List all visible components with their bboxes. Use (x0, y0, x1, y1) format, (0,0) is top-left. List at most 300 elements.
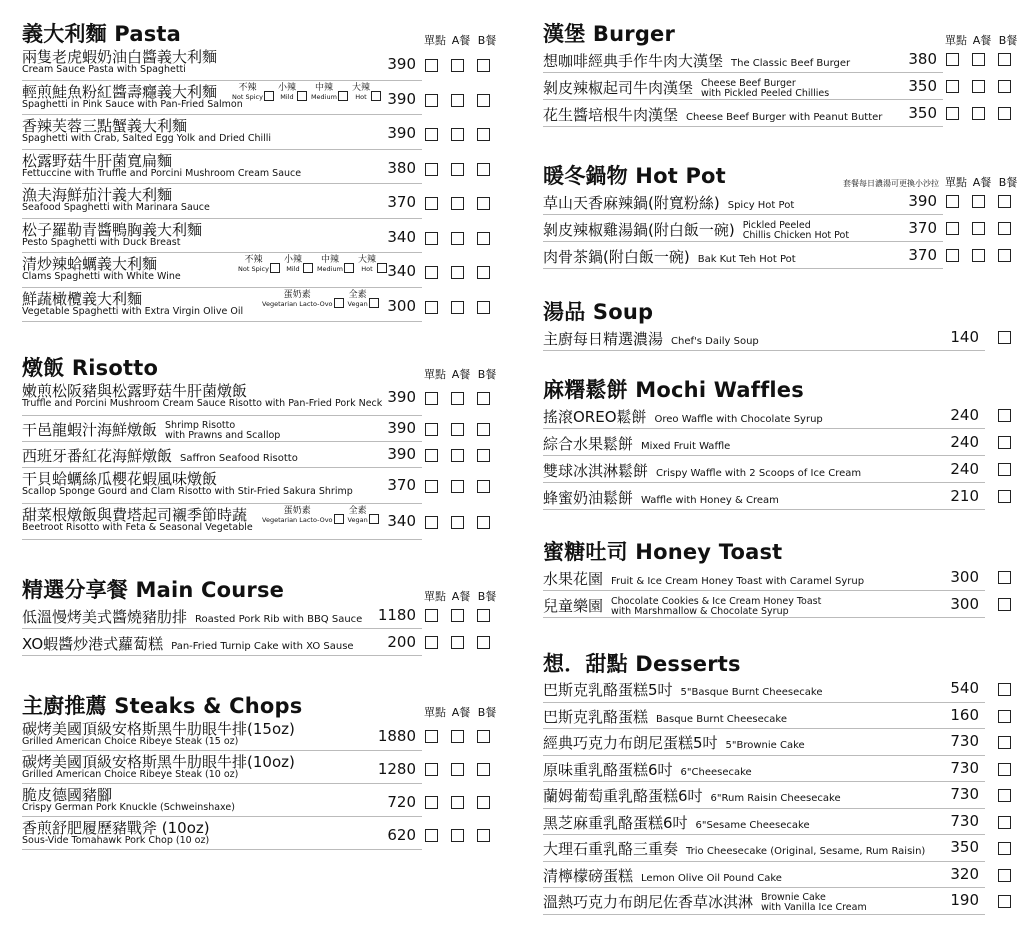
checkbox-a-set[interactable] (972, 249, 985, 262)
checkbox-single[interactable] (425, 449, 438, 462)
checkbox-single[interactable] (425, 197, 438, 210)
column-headers (422, 704, 500, 720)
checkbox[interactable] (369, 298, 379, 308)
spice-mild[interactable] (278, 83, 307, 101)
menu-item (22, 468, 422, 504)
checkbox[interactable] (371, 91, 381, 101)
spice-not-spicy-label: 不辣 (238, 82, 257, 93)
menu-item (543, 429, 985, 456)
section-header (22, 352, 500, 380)
checkbox-a-set[interactable] (451, 59, 464, 72)
item-price: 210 (950, 487, 979, 505)
item-name-en: Pan-Fried Turnip Cake with XO Sause (171, 641, 354, 652)
checkbox-a-set[interactable] (451, 449, 464, 462)
item-price: 390 (387, 124, 416, 142)
item-name-en: The Classic Beef Burger (731, 58, 851, 69)
checkbox-single[interactable] (425, 266, 438, 279)
item-name-zh: 黑芝麻重乳酪蛋糕6吋 6"Sesame Cheesecake (543, 813, 810, 832)
menu-item (543, 862, 985, 889)
item-name-en: Sous-Vide Tomahawk Pork Chop (10 oz) (22, 835, 210, 846)
item-list (22, 46, 500, 322)
section-header (22, 690, 500, 718)
col-header-b: B餐 (477, 368, 497, 381)
item-list (22, 718, 500, 850)
veg-lacto-ovo[interactable] (262, 290, 344, 308)
checkbox-b-set[interactable] (477, 232, 490, 245)
checkbox[interactable] (297, 91, 307, 101)
checkbox-a-set[interactable] (451, 829, 464, 842)
checkbox-single[interactable] (998, 598, 1011, 611)
item-price: 390 (387, 419, 416, 437)
checkbox-single[interactable] (998, 463, 1011, 476)
menu-item (22, 150, 422, 185)
item-name-zh: 清檸檬磅蛋糕 Lemon Olive Oil Pound Cake (543, 866, 782, 885)
veg-vegan-en: Vegan (347, 299, 368, 308)
checkbox-a-set[interactable] (451, 796, 464, 809)
item-list (543, 676, 1021, 915)
item-price: 340 (387, 512, 416, 530)
section-header (22, 18, 500, 46)
item-price: 1880 (377, 727, 416, 745)
checkbox-single[interactable] (425, 480, 438, 493)
item-name-en: Oreo Waffle with Chocolate Syrup (654, 414, 823, 425)
section-header (22, 574, 500, 602)
checkbox-single[interactable] (425, 163, 438, 176)
menu-item (22, 184, 422, 219)
checkbox-single[interactable] (998, 683, 1011, 696)
item-price: 720 (387, 793, 416, 811)
item-name-en-line1: Brownie Cake (761, 891, 826, 903)
item-name-en: 5"Basque Burnt Cheesecake (680, 687, 823, 698)
checkbox-single[interactable] (946, 53, 959, 66)
item-name-en-line2: with Vanilla Ice Cream (761, 901, 867, 913)
checkbox-single[interactable] (946, 80, 959, 93)
checkbox-b-set[interactable] (477, 423, 490, 436)
checkbox-single[interactable] (425, 516, 438, 529)
checkbox-a-set[interactable] (451, 392, 464, 405)
column-headers (422, 366, 500, 382)
item-name-en: Cheese Beef Burger with Peanut Butter (686, 112, 883, 123)
item-price: 390 (387, 55, 416, 73)
item-name-en: Chef's Daily Soup (671, 336, 759, 347)
section-title: 義大利麵 Pasta (22, 22, 182, 46)
menu-item (543, 888, 985, 915)
checkbox-single[interactable] (998, 869, 1011, 882)
item-price: 390 (387, 388, 416, 406)
item-name-zh: 低溫慢烤美式醬燒豬肋排 Roasted Pork Rib with BBQ Sauce (22, 608, 363, 626)
checkbox-b-set[interactable] (998, 195, 1011, 208)
checkbox-single[interactable] (425, 59, 438, 72)
checkbox-b-set[interactable] (998, 53, 1011, 66)
section-header (543, 536, 1021, 564)
checkbox-b-set[interactable] (998, 249, 1011, 262)
menu-item (543, 676, 985, 703)
item-price: 300 (950, 595, 979, 613)
section-title: 麻糬鬆餅 Mochi Waffles (543, 378, 804, 402)
veg-lacto-ovo-label: 蛋奶素 (283, 289, 311, 300)
item-name-en: Roasted Pork Rib with BBQ Sauce (195, 614, 363, 625)
checkbox-single[interactable] (998, 736, 1011, 749)
section-title: 湯品 Soup (543, 300, 654, 324)
col-header-a: A餐 (451, 34, 471, 47)
item-price: 730 (950, 758, 979, 777)
item-price: 140 (950, 328, 979, 346)
checkbox[interactable] (369, 514, 379, 524)
item-name-zh: 草山天香麻辣鍋(附寬粉絲) Spicy Hot Pot (543, 194, 795, 212)
section-main-course (22, 574, 500, 656)
item-price: 370 (387, 193, 416, 211)
item-price: 730 (950, 785, 979, 803)
item-name-en: Fruit & Ice Cream Honey Toast with Caramel Syrup (611, 576, 865, 587)
item-name-en: 5"Brownie Cake (725, 740, 805, 751)
item-name-en: 6"Rum Raisin Cheesecake (710, 793, 841, 804)
col-header-single: 單點 (424, 34, 446, 47)
menu-item (543, 809, 985, 836)
spice-hot[interactable] (352, 83, 381, 101)
spice-mild-en: Mild (280, 92, 294, 101)
item-name-en-line1: Chocolate Cookies & Ice Cream Honey Toast (611, 595, 822, 607)
item-list (543, 402, 1021, 510)
spice-medium-label: 中辣 (320, 255, 339, 265)
checkbox-single[interactable] (425, 730, 438, 743)
item-name-zh: 蘭姆葡萄重乳酪蛋糕6吋 6"Rum Raisin Cheesecake (543, 787, 841, 805)
item-name-en-line2: with Pickled Peeled Chillies (701, 87, 830, 99)
checkbox-b-set[interactable] (477, 163, 490, 176)
item-name-zh: 甜菜根燉飯與費塔起司襯季節時蔬 (22, 506, 248, 524)
item-name-zh: 雙球冰淇淋鬆餅 Crispy Waffle with 2 Scoops of Ice Cream (543, 462, 862, 480)
item-name-zh: 主廚每日精選濃湯 Chef's Daily Soup (543, 330, 759, 348)
checkbox-single[interactable] (425, 232, 438, 245)
item-name-zh: 溫熱巧克力布朗尼佐香草冰淇淋 Brownie Cake with Vanilla Ice Cream (543, 891, 867, 913)
checkbox-single[interactable] (998, 763, 1011, 776)
checkbox[interactable] (377, 263, 387, 273)
checkbox-b-set[interactable] (998, 222, 1011, 235)
menu-item (22, 504, 422, 540)
checkbox-b-set[interactable] (477, 94, 490, 107)
checkbox[interactable] (264, 91, 274, 101)
item-name-zh: 松露野菇牛肝菌寬扁麵 (22, 151, 173, 170)
checkbox-single[interactable] (946, 107, 959, 120)
checkbox-b-set[interactable] (477, 609, 490, 622)
spice-hot[interactable] (358, 255, 387, 273)
checkbox-b-set[interactable] (477, 392, 490, 405)
checkbox-single[interactable] (998, 571, 1011, 584)
checkbox-single[interactable] (998, 436, 1011, 449)
checkbox-single[interactable] (998, 710, 1011, 723)
checkbox-a-set[interactable] (451, 423, 464, 436)
section-waffles (543, 374, 1021, 510)
item-price: 390 (908, 192, 937, 210)
section-title: 漢堡 Burger (543, 22, 676, 46)
item-name-zh: 水果花園 Fruit & Ice Cream Honey Toast with Caramel Syrup (543, 570, 865, 588)
item-price: 370 (908, 219, 937, 237)
item-price: 300 (950, 568, 979, 586)
menu-item (543, 188, 943, 215)
item-name-zh: 剝皮辣椒起司牛肉漢堡 Cheese Beef Burger with Pickled Peeled Chillies (543, 77, 830, 99)
checkbox-a-set[interactable] (451, 266, 464, 279)
checkbox[interactable] (303, 263, 313, 273)
menu-item (543, 73, 943, 100)
vegetarian-options (258, 290, 379, 308)
menu-item (543, 729, 985, 756)
item-name-en: Cream Sauce Pasta with Spaghetti (22, 64, 186, 75)
checkbox-b-set[interactable] (477, 636, 490, 649)
checkbox-a-set[interactable] (972, 222, 985, 235)
item-name-en (165, 421, 280, 441)
item-name-en: Crispy Waffle with 2 Scoops of Ice Cream (656, 468, 862, 479)
menu-item (543, 782, 985, 809)
menu-item (543, 402, 985, 429)
item-name-zh: 脆皮德國豬腳 (22, 786, 113, 804)
checkbox-a-set[interactable] (451, 301, 464, 314)
checkbox-b-set[interactable] (477, 266, 490, 279)
item-name-zh: 巴斯克乳酪蛋糕5吋 5"Basque Burnt Cheesecake (543, 681, 823, 699)
item-price: 730 (950, 732, 979, 750)
section-title: 主廚推薦 Steaks & Chops (22, 694, 303, 718)
checkbox-single[interactable] (998, 895, 1011, 908)
section-soup (543, 296, 1021, 351)
item-name-en-line2: with Prawns and Scallop (165, 429, 281, 441)
menu-item (22, 416, 422, 442)
item-name-en-line1: Shrimp Risotto (165, 419, 236, 431)
menu-item (543, 456, 985, 483)
veg-lacto-ovo-en: Vegetarian Lacto-Ovo (262, 299, 333, 308)
checkbox-b-set[interactable] (477, 796, 490, 809)
item-price: 340 (387, 262, 416, 280)
item-price: 1180 (377, 606, 416, 624)
checkbox-a-set[interactable] (451, 480, 464, 493)
checkbox-single[interactable] (425, 763, 438, 776)
menu-item (543, 564, 985, 591)
checkbox[interactable] (344, 263, 354, 273)
checkbox-a-set[interactable] (972, 195, 985, 208)
item-price: 380 (387, 158, 416, 177)
checkbox-b-set[interactable] (477, 301, 490, 314)
checkbox-b-set[interactable] (477, 480, 490, 493)
veg-lacto-ovo[interactable] (262, 506, 344, 524)
item-name-zh: XO蝦醬炒港式蘿蔔糕 Pan-Fried Turnip Cake with XO Sause (22, 635, 354, 653)
item-name-zh: 剝皮辣椒雞湯鍋(附白飯一碗) Pickled Peeled Chillis Chicken Hot Pot (543, 219, 850, 241)
checkbox-single[interactable] (425, 128, 438, 141)
item-price: 340 (387, 227, 416, 246)
checkbox-single[interactable] (946, 249, 959, 262)
checkbox[interactable] (338, 91, 348, 101)
spice-medium[interactable] (317, 255, 354, 273)
checkbox-single[interactable] (998, 816, 1011, 829)
section-risotto (22, 352, 500, 540)
checkbox-b-set[interactable] (477, 449, 490, 462)
item-price: 380 (908, 50, 937, 68)
section-title: 精選分享餐 Main Course (22, 578, 285, 602)
checkbox-b-set[interactable] (477, 763, 490, 776)
checkbox-a-set[interactable] (451, 516, 464, 529)
vegetarian-options (258, 506, 379, 524)
column-headers (422, 588, 500, 604)
menu-item (22, 288, 422, 323)
col-header-single: 單點 (424, 590, 446, 603)
item-name-zh: 兒童樂園 Chocolate Cookies & Ice Cream Honey Toast with Marshmallow & Chocolate Syrup (543, 595, 822, 617)
item-name-en: Trio Cheesecake (Original, Sesame, Rum Raisin) (686, 846, 926, 857)
menu-item (22, 718, 422, 751)
checkbox-single[interactable] (998, 490, 1011, 503)
item-name-zh: 鮮蔬橄欖義大利麵 (22, 289, 143, 308)
checkbox-single[interactable] (425, 392, 438, 405)
spice-not-spicy-label: 不辣 (244, 255, 263, 265)
item-name-zh: 巴斯克乳酪蛋糕 Basque Burnt Cheesecake (543, 707, 788, 726)
checkbox-b-set[interactable] (477, 730, 490, 743)
item-name-en (701, 79, 829, 99)
section-header (543, 296, 1021, 324)
checkbox-a-set[interactable] (972, 80, 985, 93)
item-price: 350 (908, 104, 937, 122)
spice-not-spicy[interactable] (232, 83, 274, 101)
checkbox-b-set[interactable] (998, 80, 1011, 93)
checkbox-single[interactable] (425, 423, 438, 436)
checkbox-a-set[interactable] (972, 53, 985, 66)
menu-item (543, 242, 943, 269)
checkbox-b-set[interactable] (998, 107, 1011, 120)
section-hotpot (543, 160, 1021, 269)
checkbox[interactable] (270, 263, 280, 273)
checkbox-a-set[interactable] (451, 232, 464, 245)
item-name-zh: 清炒辣蛤蠣義大利麵 (22, 255, 158, 273)
veg-lacto-ovo-en: Vegetarian Lacto-Ovo (262, 516, 333, 524)
veg-vegan[interactable] (348, 506, 379, 524)
section-steaks (22, 690, 500, 850)
item-price: 190 (950, 891, 979, 909)
checkbox[interactable] (334, 298, 344, 308)
spice-medium-en: Medium (316, 265, 343, 273)
spice-mild[interactable] (284, 255, 313, 273)
item-name-zh: 香煎舒肥履歷豬戰斧 (10oz) (22, 819, 210, 837)
checkbox-single[interactable] (946, 222, 959, 235)
checkbox-b-set[interactable] (477, 128, 490, 141)
item-name-en: Grilled American Choice Ribeye Steak (10 oz) (22, 769, 239, 780)
item-list (543, 564, 1021, 618)
checkbox-single[interactable] (425, 796, 438, 809)
checkbox-single[interactable] (998, 409, 1011, 422)
item-name-zh: 松子羅勒青醬鴨胸義大利麵 (22, 220, 203, 239)
item-name-en: 6"Sesame Cheesecake (695, 819, 810, 831)
checkbox-single[interactable] (998, 842, 1011, 855)
item-list (543, 188, 1021, 269)
item-price: 730 (950, 811, 979, 830)
item-price: 390 (387, 445, 416, 463)
checkbox-single[interactable] (425, 94, 438, 107)
menu-item (22, 115, 422, 150)
checkbox-single[interactable] (998, 789, 1011, 802)
checkbox-single[interactable] (425, 829, 438, 842)
section-title: 蜜糖吐司 Honey Toast (543, 540, 783, 564)
veg-vegan-label: 全素 (348, 289, 367, 300)
spice-medium[interactable] (311, 83, 348, 101)
menu-item (543, 835, 985, 862)
item-name-zh: 西班牙番紅花海鮮燉飯 Saffron Seafood Risotto (22, 447, 298, 465)
spice-level-options (228, 83, 381, 101)
checkbox-b-set[interactable] (477, 59, 490, 72)
item-price: 1280 (377, 760, 416, 778)
col-header-a: A餐 (451, 590, 471, 603)
menu-item (543, 215, 943, 242)
item-name-en: Scallop Sponge Gourd and Clam Risotto with Stir-Fried Sakura Shrimp (22, 486, 353, 497)
checkbox-single[interactable] (425, 301, 438, 314)
spice-mild-label: 小辣 (277, 82, 296, 93)
column-headers (422, 32, 500, 48)
checkbox-single[interactable] (946, 195, 959, 208)
item-name-en: Spaghetti with Crab, Salted Egg Yolk and Dried Chilli (22, 133, 272, 144)
veg-vegan-en: Vegan (347, 516, 368, 524)
checkbox-a-set[interactable] (972, 107, 985, 120)
spice-not-spicy-en: Not Spicy (232, 92, 263, 101)
col-header-a: A餐 (451, 368, 471, 381)
spice-hot-en: Hot (355, 92, 367, 101)
veg-vegan-label: 全素 (348, 506, 367, 516)
spice-not-spicy[interactable] (238, 255, 280, 273)
item-name-zh: 兩隻老虎蝦奶油白醬義大利麵 (22, 48, 218, 66)
item-name-en: Pesto Spaghetti with Duck Breast (22, 236, 181, 248)
item-name-zh: 干邑龍蝦汁海鮮燉飯 Shrimp Risotto with Prawns and Scallop (22, 419, 281, 441)
checkbox-a-set[interactable] (451, 609, 464, 622)
item-name-en-line1: Cheese Beef Burger (701, 77, 796, 89)
checkbox-single[interactable] (425, 636, 438, 649)
col-header-b: B餐 (998, 34, 1018, 47)
item-name-en: Waffle with Honey & Cream (641, 495, 779, 506)
item-price: 370 (387, 476, 416, 494)
item-price: 240 (950, 460, 979, 478)
menu-item (543, 703, 985, 730)
checkbox-single[interactable] (425, 609, 438, 622)
item-price: 540 (950, 679, 979, 697)
item-name-zh: 蜂蜜奶油鬆餅 Waffle with Honey & Cream (543, 489, 779, 507)
menu-item (22, 629, 422, 656)
checkbox-a-set[interactable] (451, 636, 464, 649)
item-name-zh: 碳烤美國頂級安格斯黑牛肋眼牛排(15oz) (22, 720, 295, 738)
item-name-en: Basque Burnt Cheesecake (656, 713, 788, 725)
spice-not-spicy-en: Not Spicy (238, 265, 269, 273)
item-name-en-line1: Pickled Peeled (742, 219, 811, 231)
menu-item (22, 219, 422, 254)
item-name-zh: 輕煎鮭魚粉紅醬壽癮義大利麵 (22, 82, 218, 101)
checkbox-a-set[interactable] (451, 163, 464, 176)
checkbox-a-set[interactable] (451, 730, 464, 743)
checkbox-b-set[interactable] (477, 516, 490, 529)
section-header (543, 160, 1021, 188)
item-price: 240 (950, 406, 979, 424)
checkbox-a-set[interactable] (451, 763, 464, 776)
item-name-en: Crispy German Pork Knuckle (Schweinshaxe) (22, 802, 235, 813)
item-price: 200 (387, 633, 416, 651)
checkbox-a-set[interactable] (451, 128, 464, 141)
spice-hot-label: 大辣 (351, 82, 370, 93)
checkbox-a-set[interactable] (451, 197, 464, 210)
item-name-en: Grilled American Choice Ribeye Steak (15 oz) (22, 736, 239, 747)
checkbox-b-set[interactable] (477, 829, 490, 842)
spice-level-options (234, 255, 387, 273)
menu-item (22, 442, 422, 468)
checkbox-a-set[interactable] (451, 94, 464, 107)
veg-vegan[interactable] (348, 290, 379, 308)
menu-item (543, 46, 943, 73)
checkbox[interactable] (334, 514, 344, 524)
col-header-a: A餐 (451, 706, 471, 719)
spice-hot-en: Hot (361, 265, 373, 273)
checkbox-b-set[interactable] (477, 197, 490, 210)
item-name-en: Seafood Spaghetti with Marinara Sauce (22, 202, 210, 213)
item-price: 390 (387, 89, 416, 108)
menu-item (22, 81, 422, 116)
checkbox-single[interactable] (998, 331, 1011, 344)
item-name-en: Beetroot Risotto with Feta & Seasonal Vegetable (22, 522, 253, 533)
